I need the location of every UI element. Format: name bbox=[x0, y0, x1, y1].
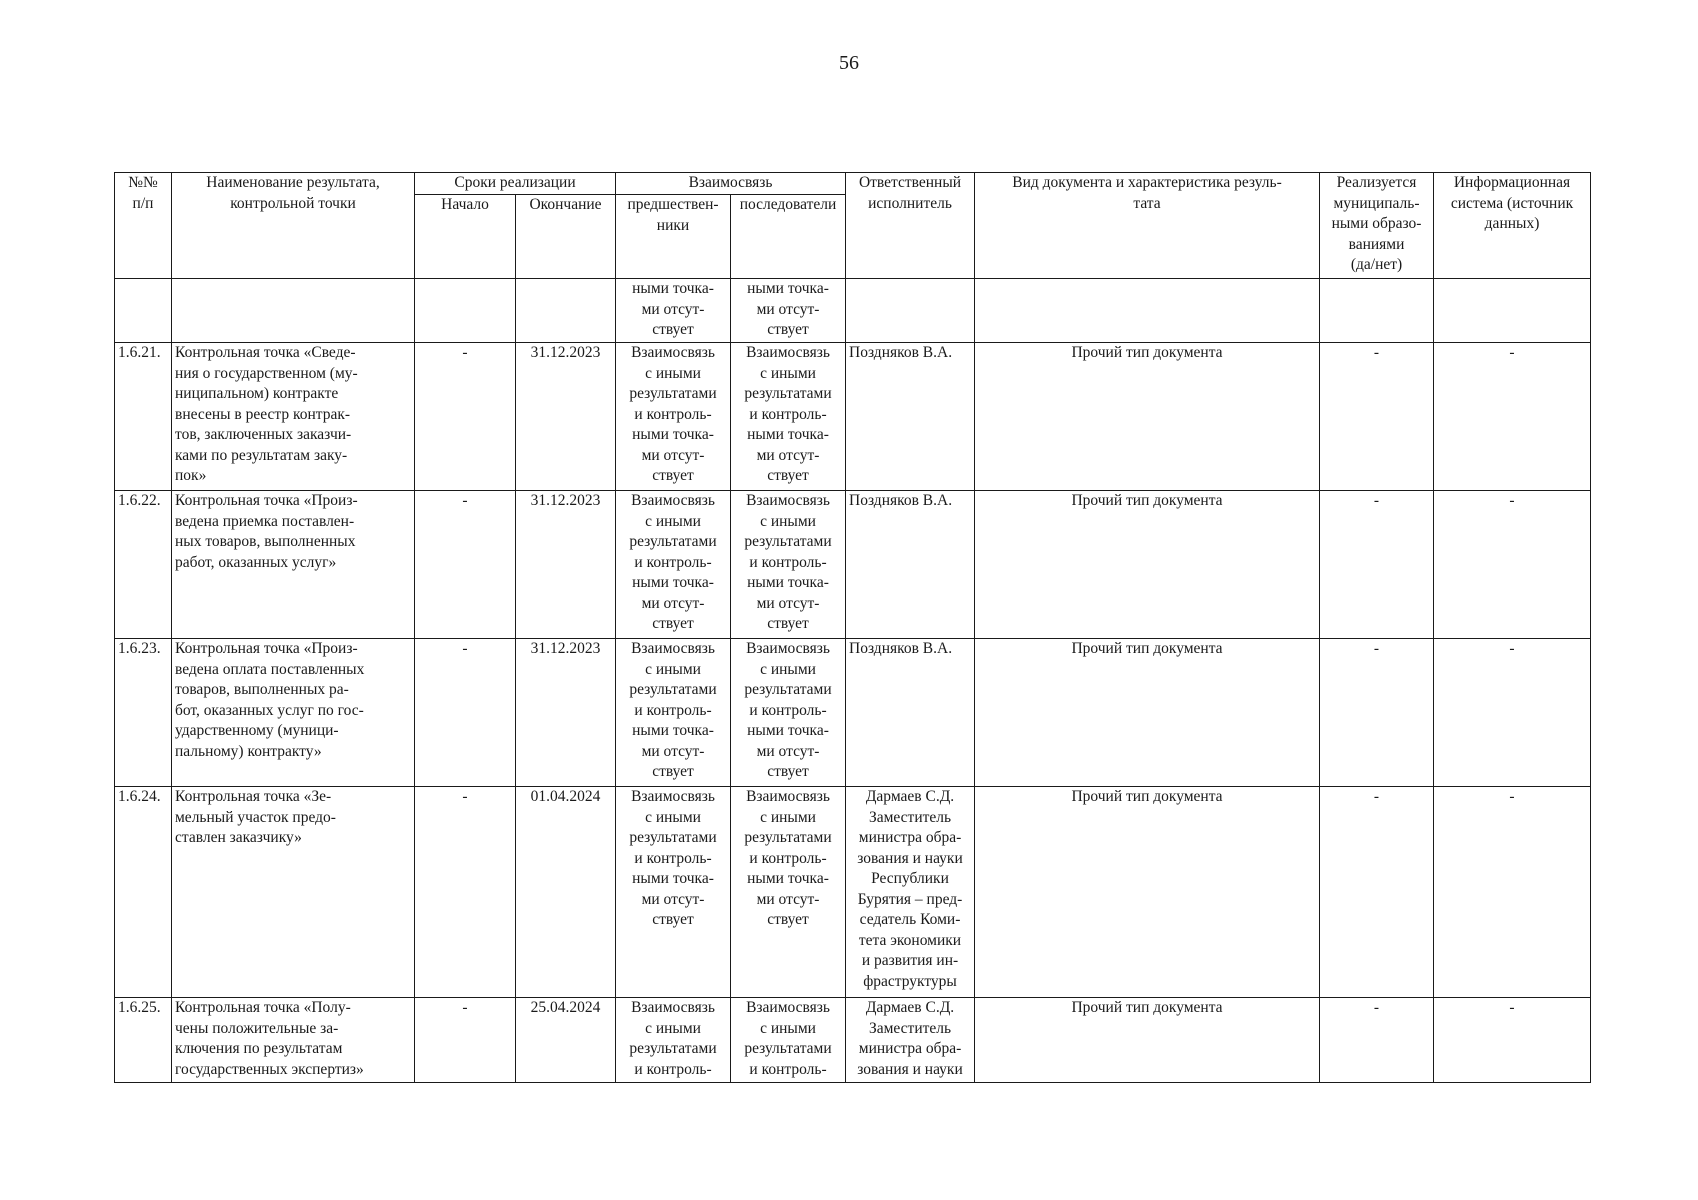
header-doc-type: Вид документа и характеристика резуль- тата bbox=[975, 173, 1320, 279]
cell-end: 31.12.2023 bbox=[516, 639, 616, 787]
cell-predecessors: Взаимосвязь с иными результатами и контроль- bbox=[616, 998, 731, 1083]
cell-responsible: Поздняков В.А. bbox=[846, 639, 975, 787]
cell-start: - bbox=[415, 639, 516, 787]
cell-start: - bbox=[415, 491, 516, 639]
cell-municipal: - bbox=[1320, 787, 1434, 998]
cell-num: 1.6.22. bbox=[115, 491, 172, 639]
table-row bbox=[115, 998, 1591, 1083]
cell-name: Контрольная точка «Сведе- ния о государственном (му- ниципальном) контракте внесены в реестр контрак- тов, заключенных заказчи- ками по результатам заку- пок» bbox=[172, 343, 415, 491]
cell-info-system: - bbox=[1434, 998, 1591, 1083]
cell-predecessors: Взаимосвязь с иными результатами и контроль- ными точка- ми отсут- ствует bbox=[616, 343, 731, 491]
cell-info-system: - bbox=[1434, 343, 1591, 491]
cell-municipal: - bbox=[1320, 343, 1434, 491]
cell-successors: Взаимосвязь с иными результатами и контроль- ными точка- ми отсут- ствует bbox=[731, 491, 846, 639]
cell-predecessors: ными точка- ми отсут- ствует bbox=[616, 279, 731, 343]
cell-doc-type: Прочий тип документа bbox=[975, 639, 1320, 787]
cell-name bbox=[172, 279, 415, 343]
header-num: №№ п/п bbox=[115, 173, 172, 279]
page-number: 56 bbox=[839, 52, 859, 74]
table-row bbox=[115, 639, 1591, 787]
cell-info-system: - bbox=[1434, 491, 1591, 639]
header-successors: последователи bbox=[731, 195, 846, 279]
cell-predecessors: Взаимосвязь с иными результатами и контроль- ными точка- ми отсут- ствует bbox=[616, 491, 731, 639]
cell-successors: ными точка- ми отсут- ствует bbox=[731, 279, 846, 343]
cell-successors: Взаимосвязь с иными результатами и контроль- bbox=[731, 998, 846, 1083]
table-row bbox=[115, 787, 1591, 998]
cell-start: - bbox=[415, 343, 516, 491]
cell-doc-type bbox=[975, 279, 1320, 343]
cell-municipal: - bbox=[1320, 491, 1434, 639]
cell-municipal: - bbox=[1320, 998, 1434, 1083]
cell-end: 25.04.2024 bbox=[516, 998, 616, 1083]
header-relation: Взаимосвязь bbox=[616, 173, 846, 195]
header-responsible: Ответственный исполнитель bbox=[846, 173, 975, 279]
header-terms: Сроки реализации bbox=[415, 173, 616, 195]
table-header bbox=[115, 173, 1591, 279]
header-name: Наименование результата, контрольной точки bbox=[172, 173, 415, 279]
header-info-system: Информационная система (источник данных) bbox=[1434, 173, 1591, 279]
cell-successors: Взаимосвязь с иными результатами и контроль- ными точка- ми отсут- ствует bbox=[731, 639, 846, 787]
cell-doc-type: Прочий тип документа bbox=[975, 787, 1320, 998]
cell-successors: Взаимосвязь с иными результатами и контроль- ными точка- ми отсут- ствует bbox=[731, 787, 846, 998]
cell-num bbox=[115, 279, 172, 343]
header-row-1 bbox=[115, 173, 1591, 195]
cell-predecessors: Взаимосвязь с иными результатами и контроль- ными точка- ми отсут- ствует bbox=[616, 787, 731, 998]
cell-responsible bbox=[846, 279, 975, 343]
cell-responsible: Поздняков В.А. bbox=[846, 343, 975, 491]
cell-doc-type: Прочий тип документа bbox=[975, 998, 1320, 1083]
cell-info-system bbox=[1434, 279, 1591, 343]
header-end: Окончание bbox=[516, 195, 616, 279]
header-predecessors: предшествен- ники bbox=[616, 195, 731, 279]
cell-doc-type: Прочий тип документа bbox=[975, 343, 1320, 491]
cell-start: - bbox=[415, 998, 516, 1083]
cell-start bbox=[415, 279, 516, 343]
cell-info-system: - bbox=[1434, 787, 1591, 998]
cell-num: 1.6.21. bbox=[115, 343, 172, 491]
cell-name: Контрольная точка «Произ- ведена оплата поставленных товаров, выполненных ра- бот, оказанных услуг по гос- ударственному (муници- пальному) контракту» bbox=[172, 639, 415, 787]
cell-num: 1.6.25. bbox=[115, 998, 172, 1083]
cell-municipal bbox=[1320, 279, 1434, 343]
cell-end: 31.12.2023 bbox=[516, 491, 616, 639]
cell-name: Контрольная точка «Полу- чены положительные за- ключения по результатам государственных экспертиз» bbox=[172, 998, 415, 1083]
cell-end: 01.04.2024 bbox=[516, 787, 616, 998]
table-body bbox=[115, 279, 1591, 1083]
cell-start: - bbox=[415, 787, 516, 998]
table-row-carryover bbox=[115, 279, 1591, 343]
cell-municipal: - bbox=[1320, 639, 1434, 787]
cell-info-system: - bbox=[1434, 639, 1591, 787]
cell-num: 1.6.23. bbox=[115, 639, 172, 787]
cell-doc-type: Прочий тип документа bbox=[975, 491, 1320, 639]
results-table bbox=[114, 172, 1591, 1083]
header-start: Начало bbox=[415, 195, 516, 279]
cell-successors: Взаимосвязь с иными результатами и контроль- ными точка- ми отсут- ствует bbox=[731, 343, 846, 491]
cell-responsible: Дармаев С.Д. Заместитель министра обра- зования и науки bbox=[846, 998, 975, 1083]
table-row bbox=[115, 343, 1591, 491]
table-row bbox=[115, 491, 1591, 639]
cell-name: Контрольная точка «Зе- мельный участок предо- ставлен заказчику» bbox=[172, 787, 415, 998]
header-municipal: Реализуется муниципаль- ными образо- ваниями (да/нет) bbox=[1320, 173, 1434, 279]
cell-name: Контрольная точка «Произ- ведена приемка поставлен- ных товаров, выполненных работ, оказанных услуг» bbox=[172, 491, 415, 639]
cell-predecessors: Взаимосвязь с иными результатами и контроль- ными точка- ми отсут- ствует bbox=[616, 639, 731, 787]
cell-num: 1.6.24. bbox=[115, 787, 172, 998]
cell-responsible: Поздняков В.А. bbox=[846, 491, 975, 639]
cell-end: 31.12.2023 bbox=[516, 343, 616, 491]
cell-end bbox=[516, 279, 616, 343]
cell-responsible: Дармаев С.Д. Заместитель министра обра- зования и науки Республики Бурятия – пред- седатель Коми- тета экономики и развития ин- фраструктуры bbox=[846, 787, 975, 998]
